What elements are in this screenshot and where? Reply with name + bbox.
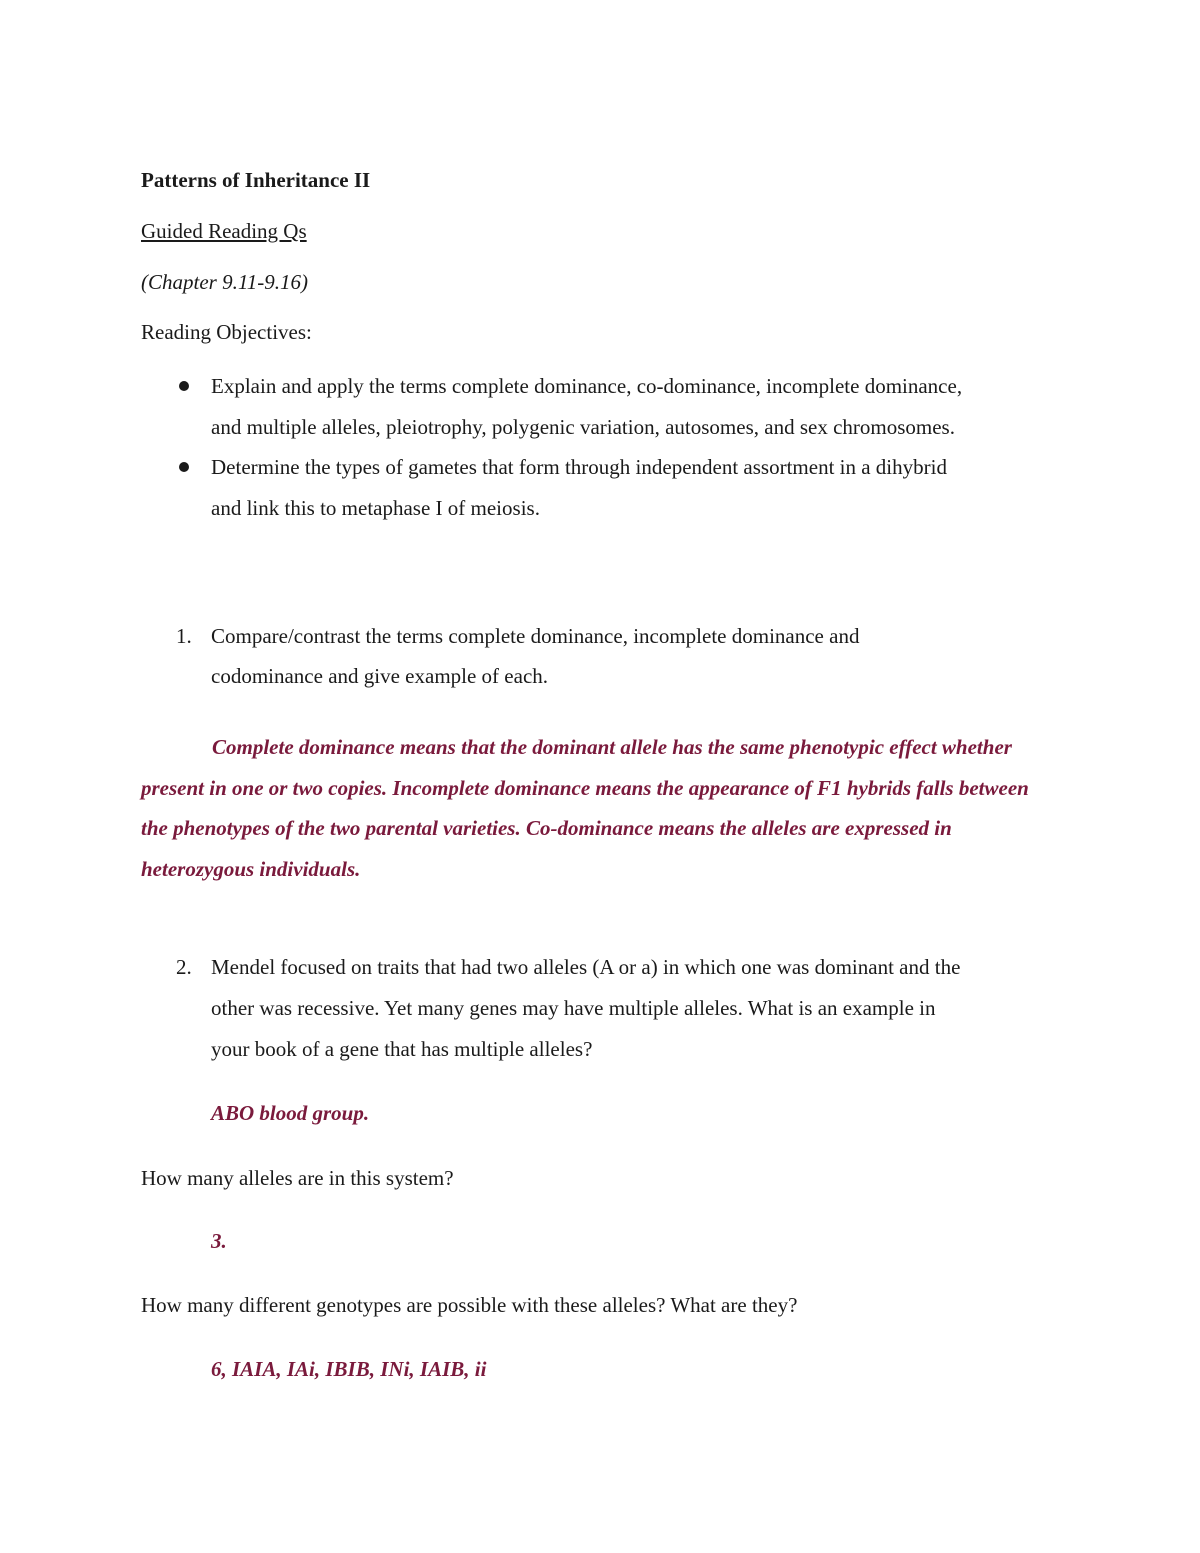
followup-2-answer: 6, IAIA, IAi, IBIB, INi, IAIB, ii	[211, 1357, 487, 1381]
chapter-reference: (Chapter 9.11-9.16)	[141, 270, 309, 294]
question-1-answer	[141, 727, 1041, 889]
question-2-line-2: other was recessive. Yet many genes may have multiple alleles. What is an example in	[211, 996, 936, 1020]
objectives-label: Reading Objectives:	[141, 320, 312, 344]
question-1-line-2: codominance and give example of each.	[211, 664, 549, 688]
bullet-icon	[179, 462, 189, 472]
objective-2-line-1: Determine the types of gametes that form through independent assortment in a dihybrid	[211, 455, 947, 479]
question-2-line-1: Mendel focused on traits that had two alleles (A or a) in which one was dominant and the	[211, 955, 961, 979]
question-2-answer: ABO blood group.	[211, 1101, 370, 1125]
objective-1-line-1: Explain and apply the terms complete dominance, co-dominance, incomplete dominance,	[211, 374, 963, 398]
question-2-number: 2.	[176, 955, 192, 979]
question-1-number: 1.	[176, 624, 192, 648]
question-2-line-3: your book of a gene that has multiple alleles?	[211, 1037, 593, 1061]
followup-1-answer: 3.	[211, 1229, 227, 1253]
question-1-answer-text: Complete dominance means that the dominant allele has the same phenotypic effect whether present in one or two copies. Incomplete dominance means the appearance of F1 hybrids falls between the phenotypes of the two parental varieties. Co-dominance means the alleles are expressed in heterozygous individuals.	[141, 735, 1029, 881]
question-1-line-1: Compare/contrast the terms complete dominance, incomplete dominance and	[211, 624, 860, 648]
objective-2-line-2: and link this to metaphase I of meiosis.	[211, 496, 540, 520]
followup-1-question: How many alleles are in this system?	[141, 1166, 454, 1190]
document-title: Patterns of Inheritance II	[141, 168, 371, 192]
objective-1-line-2: and multiple alleles, pleiotrophy, polygenic variation, autosomes, and sex chromosomes.	[211, 415, 955, 439]
document-subtitle: Guided Reading Qs	[141, 219, 307, 243]
bullet-icon	[179, 381, 189, 391]
followup-2-question: How many different genotypes are possible with these alleles? What are they?	[141, 1293, 798, 1317]
